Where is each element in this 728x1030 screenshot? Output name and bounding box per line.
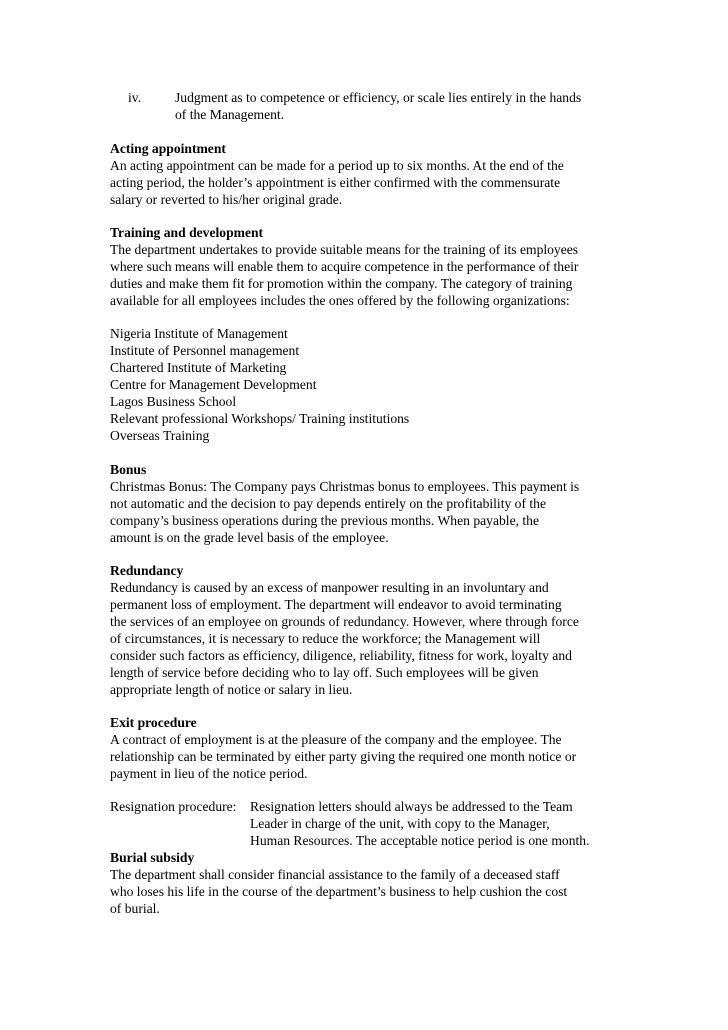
text-line: A contract of employment is at the pleasure of the company and the employee. The [110, 732, 562, 747]
text-line: duties and make them fit for promotion within the company. The category of training [110, 276, 573, 291]
section-heading: Acting appointment [110, 141, 226, 156]
list-item: Relevant professional Workshops/ Training institutions [110, 411, 410, 426]
section-heading: Redundancy [110, 563, 184, 578]
text-line: company’s business operations during the previous months. When payable, the [110, 513, 540, 528]
text-line: Human Resources. The acceptable notice period is one month. [250, 833, 590, 848]
resignation-text [250, 798, 630, 849]
text-line: of the Management. [175, 107, 285, 122]
list-item: Centre for Management Development [110, 377, 317, 392]
section-redundancy [110, 562, 630, 698]
section-exit-procedure [110, 714, 630, 782]
text-line: permanent loss of employment. The department will endeavor to avoid terminating [110, 597, 562, 612]
section-burial-subsidy [110, 849, 630, 917]
text-line: Leader in charge of the unit, with copy to the Manager, [250, 816, 550, 831]
list-item: Overseas Training [110, 428, 210, 443]
text-line: consider such factors as efficiency, diligence, reliability, fitness for work, loyalty and [110, 648, 572, 663]
section-heading: Bonus [110, 462, 147, 477]
text-line: salary or reverted to his/her original grade. [110, 192, 343, 207]
text-line: length of service before deciding who to lay off. Such employees will be given [110, 665, 539, 680]
list-item-text [175, 89, 635, 123]
text-line: Judgment as to competence or efficiency, or scale lies entirely in the hands [175, 90, 582, 105]
section-acting-appointment [110, 140, 630, 208]
text-line: The department undertakes to provide suitable means for the training of its employees [110, 242, 579, 257]
text-line: the services of an employee on grounds of redundancy. However, where through force [110, 614, 579, 629]
text-line: An acting appointment can be made for a period up to six months. At the end of the [110, 158, 564, 173]
list-item: Nigeria Institute of Management [110, 326, 288, 341]
section-heading: Training and development [110, 225, 264, 240]
training-organizations-list [110, 325, 630, 444]
section-heading: Exit procedure [110, 715, 197, 730]
text-line: The department shall consider financial assistance to the family of a deceased staff [110, 867, 560, 882]
text-line: of burial. [110, 901, 160, 916]
text-line: appropriate length of notice or salary in lieu. [110, 682, 353, 697]
text-line: where such means will enable them to acquire competence in the performance of their [110, 259, 579, 274]
list-item: Chartered Institute of Marketing [110, 360, 287, 375]
text-line: Resignation letters should always be addressed to the Team [250, 799, 573, 814]
section-heading: Burial subsidy [110, 850, 195, 865]
text-line: acting period, the holder’s appointment is either confirmed with the commensurate [110, 175, 561, 190]
list-item: Institute of Personnel management [110, 343, 300, 358]
text-line: amount is on the grade level basis of the employee. [110, 530, 389, 545]
list-item: Lagos Business School [110, 394, 237, 409]
list-number: iv. [128, 90, 142, 105]
text-line: of circumstances, it is necessary to reduce the workforce; the Management will [110, 631, 541, 646]
resignation-label: Resignation procedure: [110, 799, 237, 814]
text-line: relationship can be terminated by either party giving the required one month notice or [110, 749, 577, 764]
text-line: Redundancy is caused by an excess of manpower resulting in an involuntary and [110, 580, 549, 595]
section-bonus [110, 461, 630, 546]
text-line: Christmas Bonus: The Company pays Christmas bonus to employees. This payment is [110, 479, 580, 494]
text-line: available for all employees includes the ones offered by the following organizations: [110, 293, 570, 308]
text-line: payment in lieu of the notice period. [110, 766, 308, 781]
text-line: who loses his life in the course of the department’s business to help cushion the cost [110, 884, 568, 899]
text-line: not automatic and the decision to pay depends entirely on the profitability of the [110, 496, 547, 511]
section-training-development [110, 224, 630, 309]
